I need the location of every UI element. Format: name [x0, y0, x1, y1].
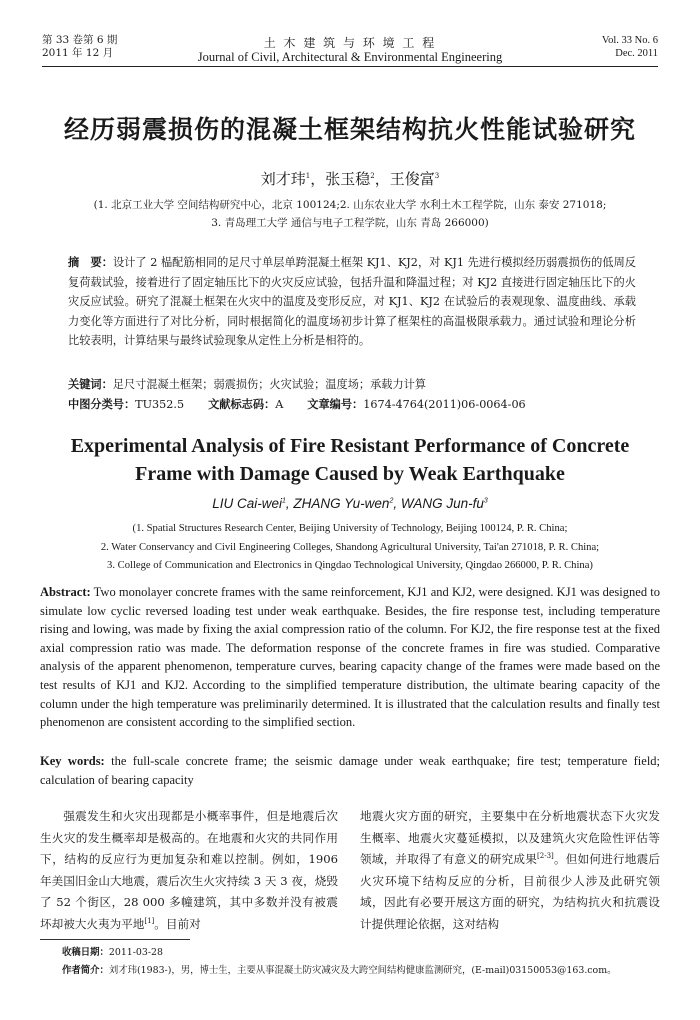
footnote-divider — [40, 939, 190, 940]
author-list-en: LIU Cai-wei$^1$, ZHANG Yu-wen$^2$, WANG Jun-$fu^3$ — [212, 496, 488, 511]
abstract-cn — [68, 253, 636, 351]
author-name: 王俊富 — [389, 170, 435, 188]
header-journal — [42, 36, 658, 64]
abstract-label-cn: 摘 要： — [68, 256, 113, 269]
citation-ref[interactable]: [1] — [144, 916, 155, 925]
affiliations-en: (1. Spatial Structures Research Center, Beijing University of Technology, Beijing 100124, P. R. China; 2. Water Conservancy and Civil Engineering Colleges, Shandong Agricultural University, Tai'an 271018, P. R. China; 3. College of Communication and Electronics in Qingdao Technological University, Qingdao 266000, P. R. China) — [100, 523, 600, 571]
paper-title-en: Experimental Analysis of Fire Resistant Performance of Concrete Frame with Damage Caused by Weak Earthquake — [70, 435, 630, 485]
header-volume-en: Vol. 33 No. 6 Dec. 2011 — [601, 35, 658, 59]
classification-line: 中图分类号：TU352.5 文献标志码：A 文章编号：1674-4764(2011)06-0064-06 — [68, 398, 526, 411]
author-name: WANG Jun-fu — [400, 496, 484, 511]
abstract-text-en: Two monolayer concrete frames with the same reinforcement, KJ1 and KJ2, were designed. KJ1 was designed to simulate low cyclic reversed loading test under weak earthquake. Besides, the fire response test, including temperature rising and lowing, was made by fixing the axial compression ratio of the column. For KJ2, the fire response test at the fixed axial compression ratio was made. The deformation response of the concrete frames in fire was studied. Comparative analysis of the apparent phenomenon, temperature curves, bearing capacity change of the frames were made based on the test results of KJ1 and KJ2. According to the simplified temperature distribution, the ultimate bearing capacity of the column under the high temperature was preliminarily determined. It is illustrated that the calculation results and finally test phenomenon are consistent according to the simplified section. — [40, 585, 660, 730]
body-column-right: 地震火灾方面的研究，主要集中在分析地震状态下火灾发生概率、地震火灾蔓延模拟，以及建筑火灾危险性评估等领域，并取得了有意义的研究成果[2-3]。但如何进行地震后火灾环境下结构反应的分析，目前很少人涉及此研究领域，因此有必要开展这方面的研究，为结构抗火和抗震设计提供理论依据，这对结构 — [360, 809, 660, 931]
footnote-author-bio: 作者简介：刘才玮(1983-)，男，博士生，主要从事混凝土防灾减灾及大跨空间结构健康监测研究，(E-mail)03150053@163.com。 — [62, 965, 617, 976]
page-header — [42, 22, 658, 67]
citation-ref[interactable]: [2-3] — [537, 852, 554, 861]
paper-title-cn: 经历弱震损伤的混凝土框架结构抗火性能试验研究 — [63, 115, 636, 144]
abstract-en — [40, 583, 660, 732]
abstract-text-cn: 设计了 2 榀配筋相同的足尺寸单层单跨混凝土框架 KJ1、KJ2，对 KJ1 先进行模拟经历弱震损伤的低周反复荷载试验，接着进行了固定轴压比下的火灾反应试验，包括升温和降温过程；对 KJ2 直接进行固定轴压比下的火灾反应试验。研究了混凝土框架在火灾中的温度及变形反应，对 KJ1、KJ2 在试验后的表观现象、温度曲线、承载力变化等方面进行了对比分析，同时根据简化的温度场初步计算了框架柱的高温极限承载力。通过试验和理论分析比较表明，计算结果与最终试验现象从定性上分析是相符的。 — [68, 256, 636, 347]
footnote-received: 收稿日期：2011-03-28 — [62, 947, 163, 958]
abstract-label-en: Abstract: — [40, 585, 91, 599]
affiliations-cn: (1. 北京工业大学 空间结构研究中心，北京 100124;2. 山东农业大学 水利土木工程学院，山东 泰安 271018; 3. 青岛理工大学 通信与电子工程学院，山东 青岛 266000) — [93, 199, 607, 229]
body-column-left: 强震发生和火灾出现都是小概率事件，但是地震后次生火灾的发生概率却是极高的。在地震和火灾的共同作用下，结构的反应行为更加复杂和难以控制。例如，1906 年美国旧金山大地震，震后次生火灾持续 3 天 3 夜，烧毁了 52 个街区，28 000 多幢建筑，其中多数并没有被震坏却被大火夷为平地[1]。目前对 — [40, 809, 338, 931]
keywords-cn: 关键词：足尺寸混凝土框架；弱震损伤；火灾试验；温度场；承载力计算 — [68, 378, 427, 391]
journal-name-en: Journal of Civil, Architectural & Environmental Engineering — [197, 50, 503, 64]
author-list-cn: 刘才玮$^1$，张玉稳$^2$，王俊富$^3$ — [260, 170, 440, 188]
journal-name-cn: 土 木 建 筑 与 环 境 工 程 — [263, 36, 437, 50]
author-name: 张玉稳 — [325, 170, 371, 188]
keywords-en: Key words: the full-scale concrete frame; the seismic damage under weak earthquake; fire test; temperature field; calculation of bearing capacity — [40, 754, 661, 787]
author-name: 刘才玮 — [260, 170, 306, 188]
header-volume-cn: 第 33 卷第 6 期 2011 年 12 月 — [42, 34, 118, 59]
author-name: ZHANG Yu-wen — [293, 496, 390, 511]
author-name: LIU Cai-wei — [212, 496, 282, 511]
